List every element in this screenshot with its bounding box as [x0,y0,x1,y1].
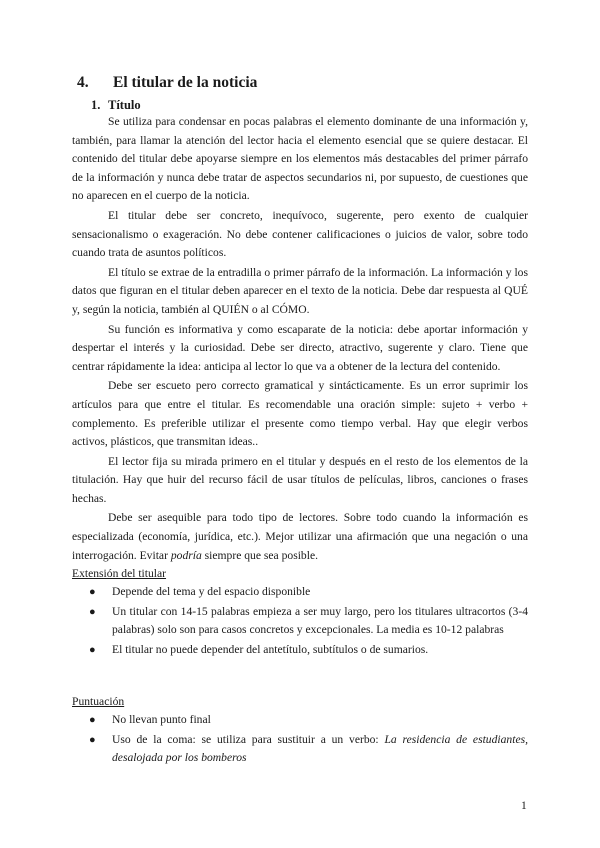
punctuation-section-title: Puntuación [72,695,125,708]
subsection-number: 1. [91,98,101,112]
paragraph: Su función es informativa y como escaparate de la noticia: debe aportar información y despertar el interés y la curiosidad. Debe ser directo, atractivo, sugerente y claro. Tiene que centrar rápidamente la idea: anticipa al lector lo que va a obtener de la lectura del contenido. [72,322,528,373]
list-item-example: La residencia de estudiantes, desalojada por los bomberos [112,732,528,765]
extension-list [72,583,528,660]
bullet-icon: ● [89,733,96,746]
list-item-text: El titular no puede depender del antetítulo, subtítulos o de sumarios. [112,642,429,656]
paragraph-text: siempre que sea posible. [201,548,318,562]
bullet-icon: ● [89,643,96,656]
bullet-icon: ● [89,714,96,726]
list-item [72,603,528,640]
list-item [72,583,528,602]
subsection-title: Título [108,98,141,112]
punctuation-list [72,711,528,769]
page-number: 1 [521,800,527,812]
bullet-icon: ● [89,605,96,618]
list-item [72,711,528,730]
bullet-icon: ● [89,586,96,598]
section-number: 4. [77,74,89,91]
paragraph: Debe ser escueto pero correcto gramatical y sintácticamente. Es un error suprimir los artículos para que entre el titular. Es recomendable una oración simple: sujeto + verbo + complemento. Es preferible utilizar el presente como tiempo verbal. Hay que elegir verbos activos, plásticos, que transmitan ideas.. [72,379,528,449]
paragraph: El título se extrae de la entradilla o primer párrafo de la información. La información y los datos que figuran en el titular deben aparecer en el texto de la noticia. Debe dar respuesta al QUÉ y, según la noticia, también al QUIÉN o al CÓMO. [72,265,528,316]
paragraph-text: Debe ser asequible para todo tipo de lectores. Sobre todo cuando la información es especializada (economía, jurídica, etc.). Mejor utilizar una afirmación que una negación o una interrogación. Evitar [72,511,528,562]
section-heading [77,73,257,93]
list-item-text: Uso de la coma: se utiliza para sustituir a un verbo: [112,732,385,746]
list-item [72,641,528,660]
paragraph-italic-word: podría [170,548,202,562]
list-item-text: Un titular con 14-15 palabras empieza a ser muy largo, pero los titulares ultracortos (3-4 palabras) solo son para casos concretos y excepcionales. La media es 10-12 palabras [112,604,528,637]
list-item-text: No llevan punto final [112,713,211,726]
paragraph [72,509,528,565]
paragraph: Se utiliza para condensar en pocas palabras el elemento dominante de una información y, también, para llamar la atención del lector hacia el elemento esencial que se quiere destacar. El contenido del titular debe apoyarse siempre en los elementos más destacables del primer párrafo de la información y nunca debe tratar de aspectos secundarios ni, por supuesto, de cuestiones que no aparecen en el cuerpo de la noticia. [72,115,528,203]
list-item-text: Depende del tema y del espacio disponible [112,585,311,598]
subsection-heading [91,96,141,114]
extension-section-title: Extensión del titular [72,567,167,580]
paragraph: El lector fija su mirada primero en el titular y después en el resto de los elementos de la titulación. Hay que huir del recurso fácil de usar títulos de películas, libros, canciones o frases hechas. [72,454,528,505]
paragraph: El titular debe ser concreto, inequívoco, sugerente, pero exento de cualquier sensacionalismo o exageración. No debe contener calificaciones o juicios de valor, sobre todo cuando trata de asuntos políticos. [72,208,528,260]
body-text [72,113,528,566]
list-item [72,731,528,768]
section-title: El titular de la noticia [113,74,258,91]
